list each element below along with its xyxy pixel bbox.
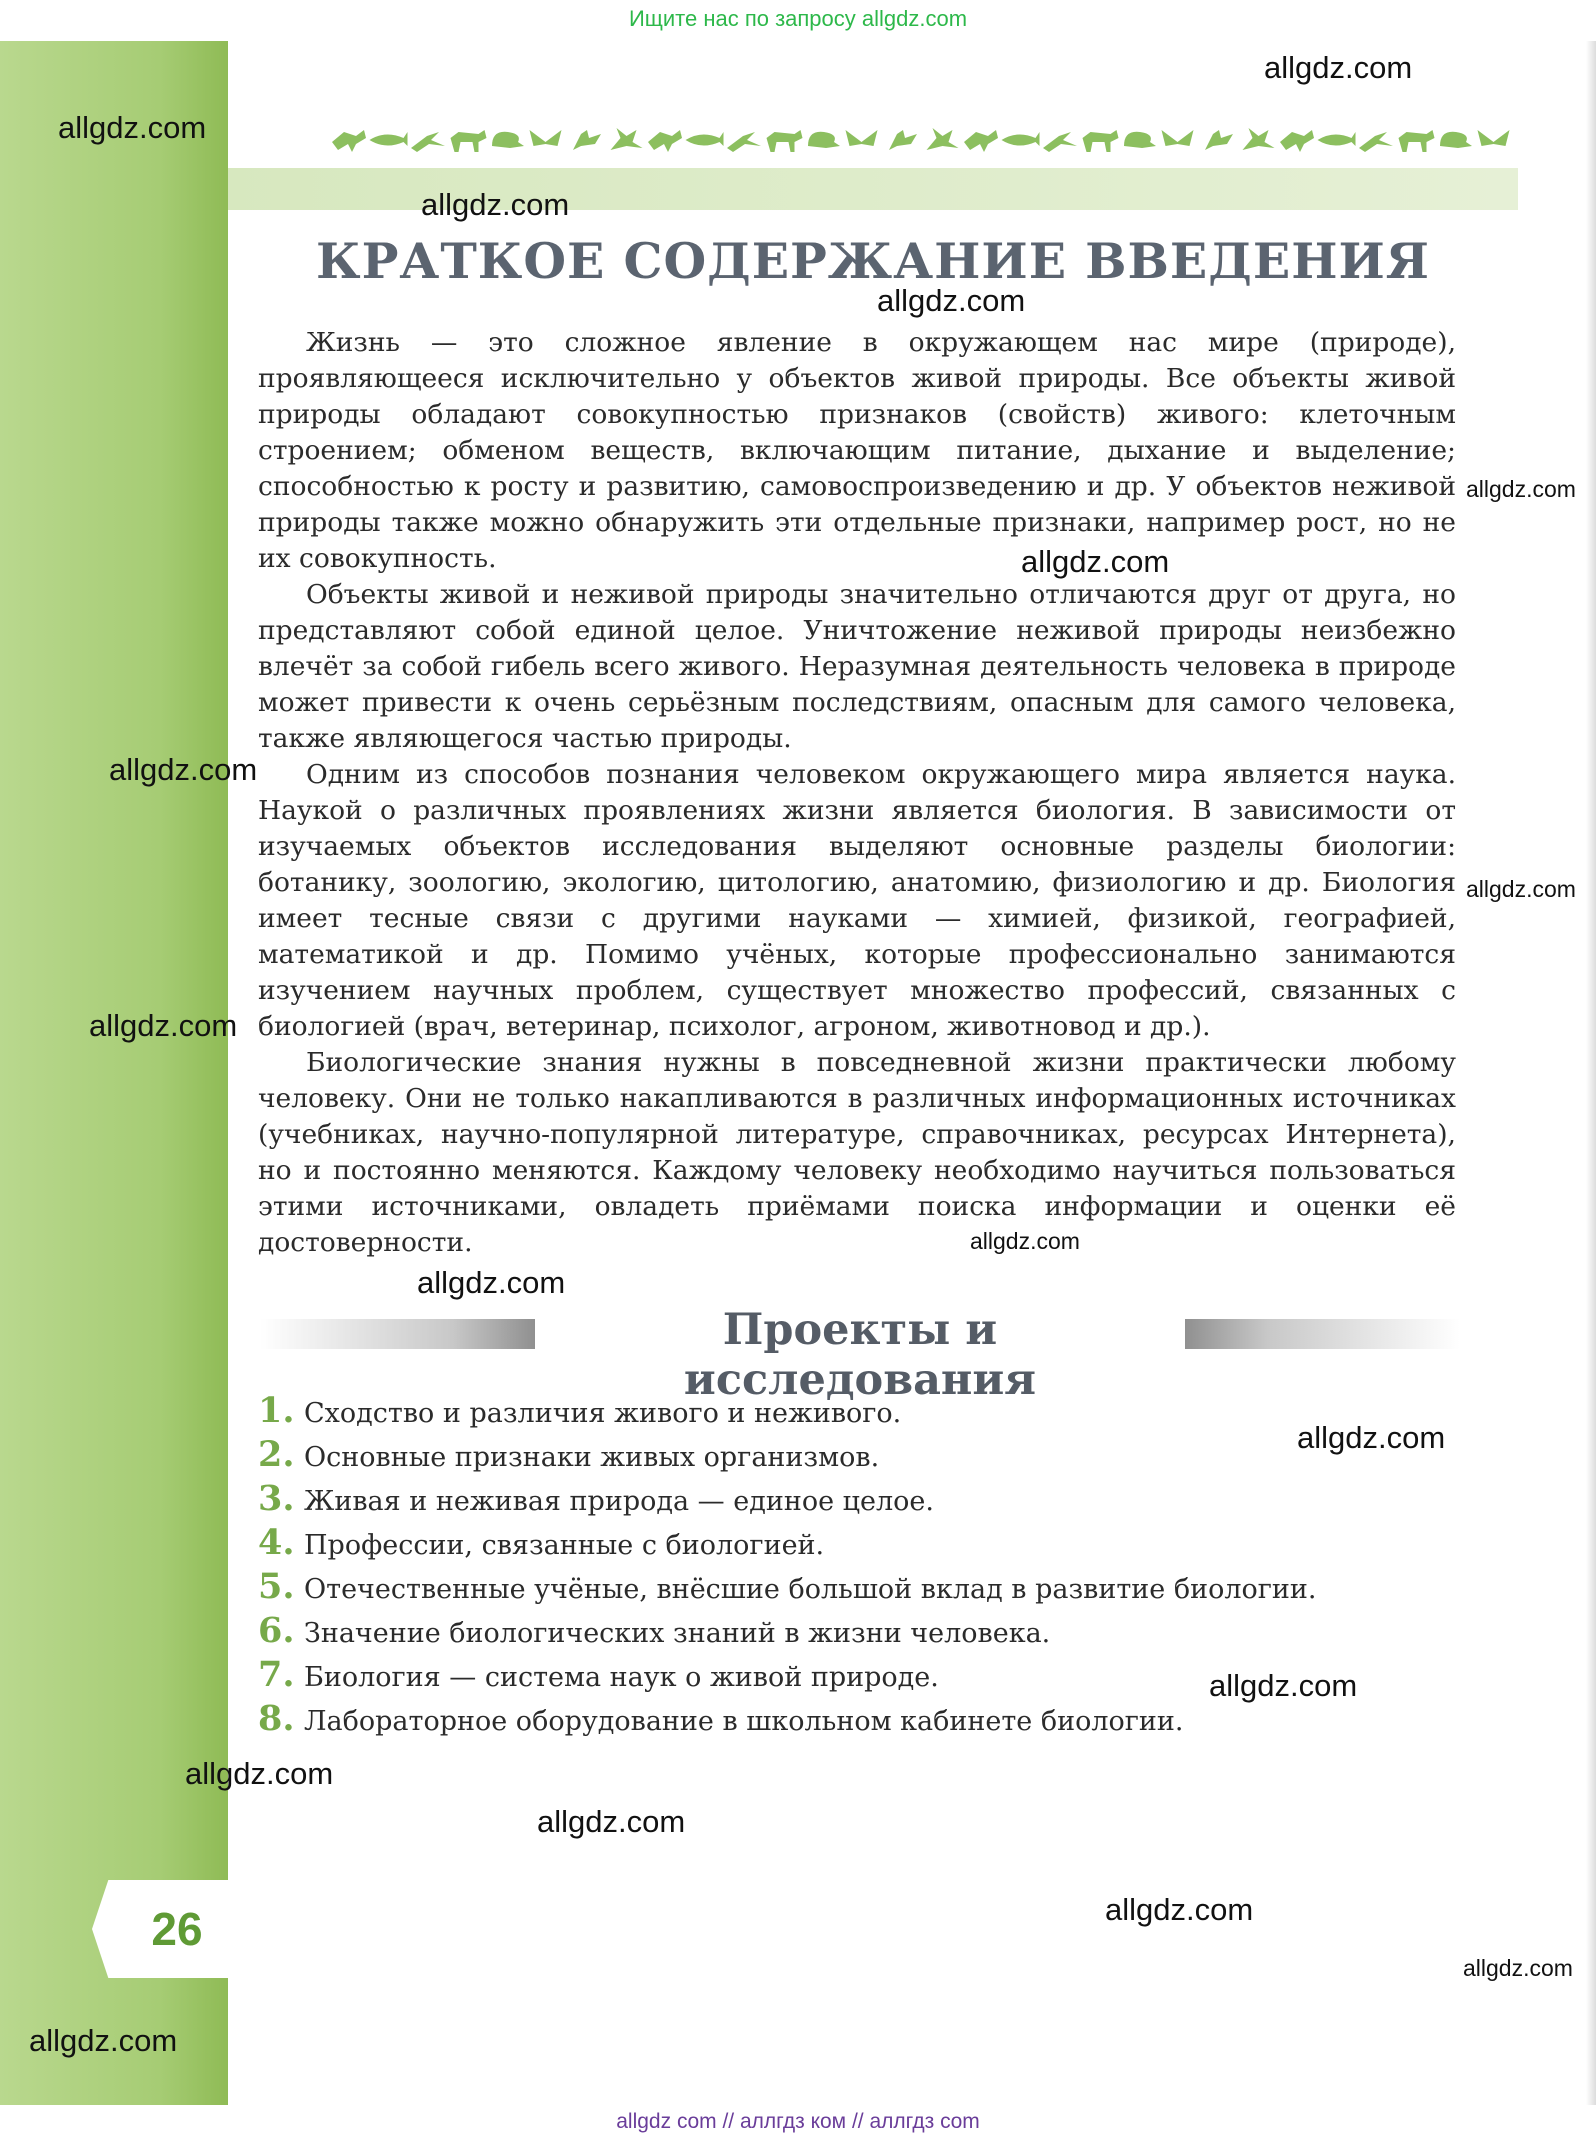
list-item-number: 4. [258, 1522, 295, 1563]
watermark: allgdz.com [1264, 50, 1413, 85]
watermark: allgdz.com [1105, 1892, 1254, 1927]
animal-silhouette-icon [611, 128, 643, 150]
watermark: allgdz.com [421, 187, 570, 222]
list-item [258, 1478, 1458, 1522]
watermark: allgdz.com [1021, 544, 1170, 579]
projects-section-header [260, 1305, 1460, 1405]
animal-silhouette-icon [1280, 130, 1314, 152]
list-item-number: 3. [258, 1478, 295, 1519]
animal-silhouette-icon [889, 130, 917, 150]
page-title: КРАТКОЕ СОДЕРЖАНИЕ ВВЕДЕНИЯ [316, 232, 1430, 290]
animal-silhouette-icon [1124, 132, 1156, 148]
animal-silhouette-icon [927, 128, 959, 150]
watermark: allgdz.com [1297, 1420, 1446, 1455]
animal-silhouette-icon [1399, 130, 1435, 152]
list-item-text: Основные признаки живых организмов. [304, 1442, 880, 1473]
list-item-number: 1. [258, 1390, 295, 1431]
list-item [258, 1522, 1458, 1566]
watermark: allgdz.com [1209, 1668, 1358, 1703]
animal-silhouette-icon [1083, 130, 1119, 152]
animal-silhouette-icon [530, 130, 562, 146]
animal-silhouettes-border [330, 118, 1520, 158]
watermark: allgdz.com [109, 752, 258, 787]
animal-silhouette-icon [846, 130, 878, 146]
animal-silhouette-icon [451, 130, 487, 152]
watermark: allgdz.com [1466, 476, 1576, 502]
top-banner[interactable]: Ищите нас по запросу allgdz.com [628, 6, 968, 31]
list-item [258, 1390, 1458, 1434]
animal-silhouette-icon [767, 130, 803, 152]
paragraph-3: Одним из способов познания человеком окружающего мира является наука. Наукой о различных проявлениях жизни является биология. В зависимости от изучаемых объектов исследования выделяют основные разделы биологии: ботанику, зоологию, экологию, цитологию, анатомию, физиологию и др. Биология имеет тесные связи с другими науками — химией, физикой, географией, математикой и др. Помимо учёных, которые профессионально занимаются изучением научных проблем, существует множество профессий, связанных с биологией (врач, ветеринар, психолог, агроном, животновод и др.). [258, 759, 1456, 1042]
list-item-text: Профессии, связанные с биологией. [304, 1530, 825, 1561]
list-item [258, 1610, 1458, 1654]
animal-silhouette-icon [808, 132, 840, 148]
animal-silhouette-icon [1440, 132, 1472, 148]
list-item-text: Сходство и различия живого и неживого. [304, 1398, 902, 1429]
section-decor-right [1185, 1319, 1460, 1349]
animal-silhouette-icon [332, 130, 366, 152]
watermark: allgdz.com [1463, 1955, 1573, 1981]
animal-silhouette-icon [492, 132, 524, 148]
paragraph-2: Объекты живой и неживой природы значительно отличаются друг от друга, но представляют собой единой целое. Уничтожение неживой природы неизбежно влечёт за собой гибель всего живого. Неразумная деятельность человека в природе может привести к очень серьёзным последствиям, опасным для самого человека, также являющегося частью природы. [258, 579, 1456, 754]
projects-section-title: Проекты и исследования [683, 1305, 1037, 1405]
watermark: allgdz.com [417, 1265, 566, 1300]
animal-silhouette-icon [573, 130, 601, 150]
animal-silhouette-icon [686, 132, 724, 146]
watermark: allgdz.com [29, 2023, 178, 2058]
watermark: allgdz.com [537, 1804, 686, 1839]
animal-silhouette-icon [1318, 132, 1356, 146]
animal-silhouette-icon [648, 130, 682, 152]
list-item [258, 1566, 1458, 1610]
green-side-bar [0, 41, 228, 2105]
list-item-text: Отечественные учёные, внёсшие большой вклад в развитие биологии. [304, 1574, 1317, 1605]
watermark: allgdz.com [89, 1008, 238, 1043]
list-item-number: 8. [258, 1698, 295, 1739]
watermark: allgdz.com [1466, 876, 1576, 902]
animal-silhouette-icon [1243, 128, 1275, 150]
animal-silhouettes-row [332, 128, 1510, 152]
animal-silhouette-icon [370, 132, 408, 146]
list-item-number: 2. [258, 1434, 295, 1475]
animal-silhouette-icon [964, 130, 998, 152]
watermark: allgdz.com [970, 1228, 1080, 1254]
animal-silhouette-icon [727, 132, 761, 152]
bottom-banner[interactable]: allgdz com // аллгдз ком // аллгдз com [616, 2110, 980, 2133]
list-item [258, 1434, 1458, 1478]
animal-silhouette-icon [1002, 132, 1040, 146]
list-item-number: 6. [258, 1610, 295, 1651]
section-decor-left [260, 1319, 535, 1349]
page-number: 26 [151, 1903, 203, 1955]
animal-silhouette-icon [1162, 130, 1194, 146]
animal-silhouette-icon [1205, 130, 1233, 150]
animal-silhouette-icon [411, 132, 445, 152]
list-item-text: Лабораторное оборудование в школьном кабинете биологии. [304, 1706, 1184, 1737]
animal-silhouette-icon [1478, 130, 1510, 146]
watermark: allgdz.com [877, 283, 1026, 318]
list-item-text: Биология — система наук о живой природе. [304, 1662, 939, 1693]
list-item-text: Живая и неживая природа — единое целое. [304, 1486, 934, 1517]
list-item-text: Значение биологических знаний в жизни человека. [304, 1618, 1051, 1649]
page-edge-shadow [1586, 41, 1596, 2105]
watermark: allgdz.com [58, 110, 207, 145]
animal-silhouette-icon [1359, 132, 1393, 152]
paragraph-1: Жизнь — это сложное явление в окружающем нас мире (природе), проявляющееся исключительно у объектов живой природы. Все объекты живой природы обладают совокупностью признаков (свойств) живого: клеточным строением; обменом веществ, включающим питание, дыхание и выделение; способностью к росту и развитию, самовоспроизведению и др. У объектов неживой природы также можно обнаружить эти отдельные признаки, например рост, но не их совокупность. [258, 327, 1456, 574]
list-item [258, 1698, 1458, 1742]
list-item-number: 7. [258, 1654, 295, 1695]
list-item-number: 5. [258, 1566, 295, 1607]
paragraph-4: Биологические знания нужны в повседневной жизни практически любому человеку. Они не только накапливаются в различных информационных источниках (учебниках, научно-популярной литературе, справочниках, ресурсах Интернета), но и постоянно меняются. Каждому человеку необходимо научиться пользоваться этими источниками, овладеть приёмами поиска информации и оценки её достоверности. [258, 1047, 1456, 1258]
watermark: allgdz.com [185, 1756, 334, 1791]
summary-text [258, 325, 1456, 1261]
animal-silhouette-icon [1043, 132, 1077, 152]
